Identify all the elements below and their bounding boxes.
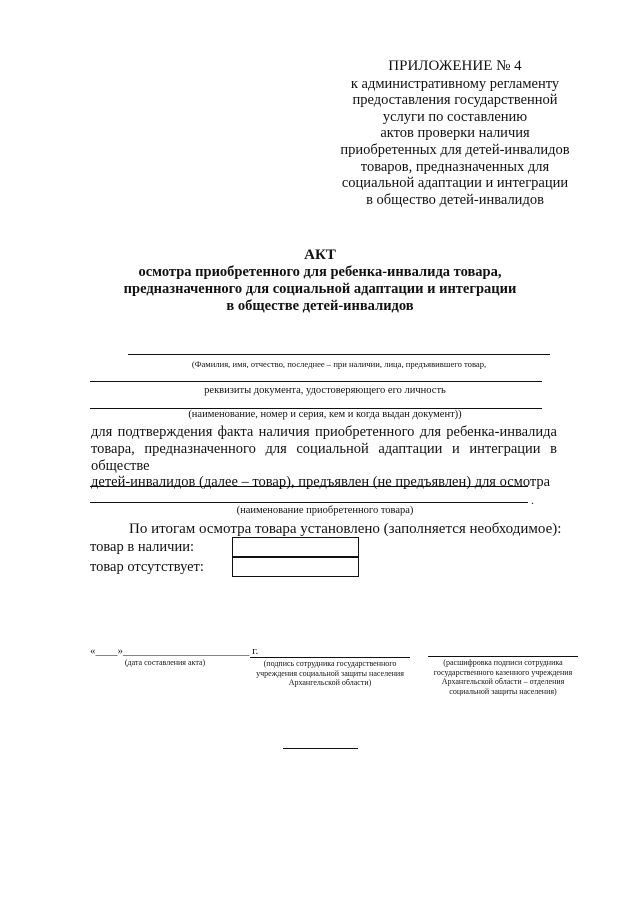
- appendix-line: актов проверки наличия: [380, 125, 530, 142]
- paragraph-line: товара, предназначенного для социальной адаптации и интеграции в обществе: [91, 440, 557, 474]
- document-caption: реквизиты документа, удостоверяющего его личность: [204, 385, 446, 396]
- person-name-line[interactable]: [128, 354, 550, 355]
- product-line-period: .: [531, 493, 534, 507]
- appendix-line: к административному регламенту: [350, 75, 560, 92]
- result-heading: По итогам осмотра товара установлено (заполняется необходимое):: [129, 521, 562, 537]
- closing-rule: [283, 748, 358, 749]
- paragraph-line: для подтверждения факта наличия приобретенного для ребенка-инвалида: [91, 424, 557, 440]
- employee-signature-line[interactable]: [250, 657, 410, 658]
- option-absent-box[interactable]: [232, 556, 359, 577]
- act-subtitle-line: осмотра приобретенного для ребенка-инвалида товара,: [138, 264, 502, 280]
- confirmation-paragraph: [91, 424, 557, 491]
- option-available-box[interactable]: [232, 537, 359, 558]
- appendix-header: [330, 58, 580, 208]
- appendix-line: приобретенных для детей-инвалидов: [340, 141, 570, 158]
- signature-decoding-caption: (расшифровка подписи сотрудника государственного казенного учреждения Архангельской области – отделения социальной защиты населения): [433, 658, 573, 696]
- act-title-block: [110, 247, 530, 315]
- appendix-line: товаров, предназначенных для: [360, 158, 550, 175]
- product-name-line[interactable]: [90, 486, 528, 487]
- appendix-line: социальной адаптации и интеграции: [341, 175, 569, 192]
- person-caption: (Фамилия, имя, отчество, последнее – при наличии, лица, предъявившего товар,: [191, 359, 487, 369]
- option-available-label: товар в наличии:: [90, 539, 194, 555]
- person-continuation-line[interactable]: [90, 381, 542, 382]
- option-absent-label: товар отсутствует:: [90, 559, 204, 575]
- date-caption: (дата составления акта): [124, 658, 206, 667]
- date-field[interactable]: «____»_______________________ г.: [90, 645, 259, 657]
- product-name-line-2[interactable]: [90, 502, 528, 503]
- act-title: АКТ: [304, 247, 336, 263]
- appendix-title: ПРИЛОЖЕНИЕ № 4: [388, 58, 522, 74]
- act-subtitle-line: в обществе детей-инвалидов: [226, 298, 414, 314]
- paragraph-line: детей-инвалидов (далее – товар), предъявлен (не предъявлен) для осмотра: [91, 474, 551, 491]
- employee-signature-caption: (подпись сотрудника государственного учреждения социальной защиты населения Архангельской области): [256, 659, 404, 688]
- signature-decoding-line[interactable]: [428, 656, 578, 657]
- document-details-caption: (наименование, номер и серия, кем и когда выдан документ)): [188, 409, 462, 420]
- product-name-caption: (наименование приобретенного товара): [236, 505, 414, 516]
- act-subtitle-line: предназначенного для социальной адаптации и интеграции: [123, 281, 517, 297]
- appendix-line: услуги по составлению: [382, 108, 528, 125]
- appendix-line: в общество детей-инвалидов: [366, 191, 544, 208]
- appendix-line: предоставления государственной: [352, 92, 558, 109]
